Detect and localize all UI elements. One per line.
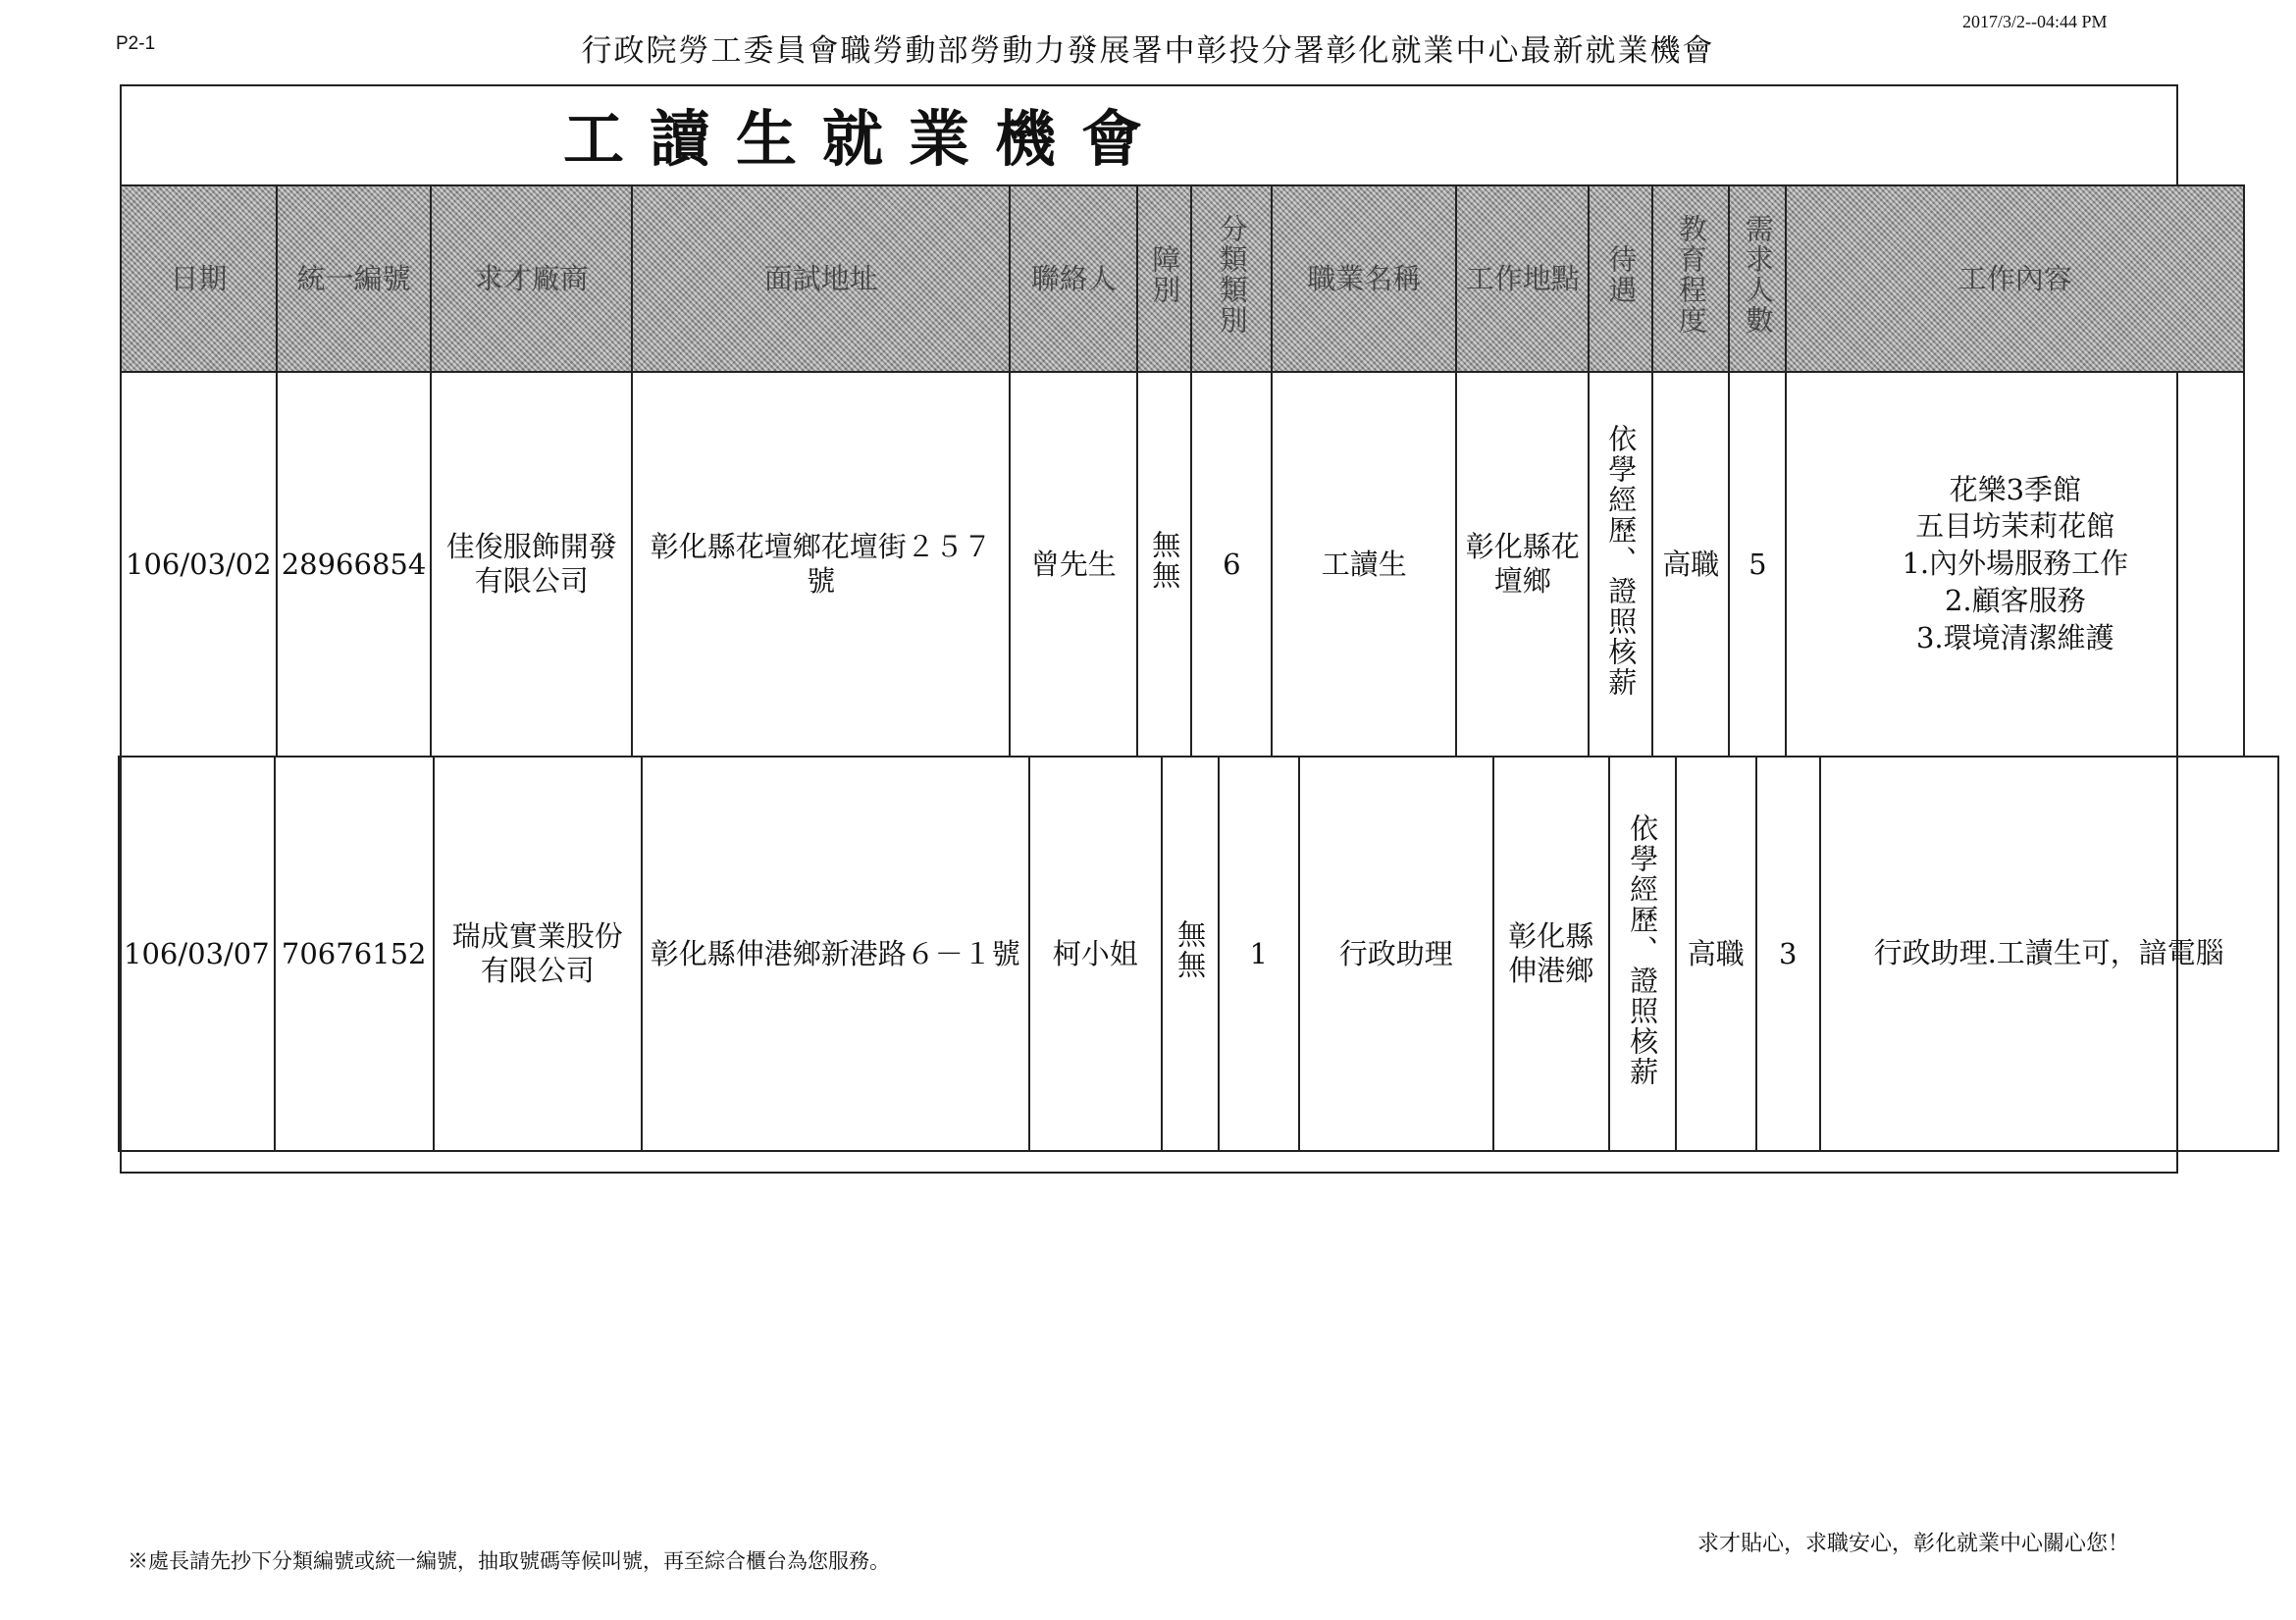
cell-count: 5 xyxy=(1729,372,1786,757)
cell-tax-id: 28966854 xyxy=(277,372,432,757)
cell-count: 3 xyxy=(1756,757,1820,1151)
cell-location: 彰化縣花壇鄉 xyxy=(1456,372,1589,757)
header-address: 面試地址 xyxy=(632,185,1010,372)
cell-address: 彰化縣伸港鄉新港路６－１號 xyxy=(642,757,1029,1151)
header-category xyxy=(1191,185,1272,372)
header-education-text: 教育程度 xyxy=(1674,214,1708,337)
description-line: 花樂3季館 xyxy=(1949,472,2082,506)
timestamp: 2017/3/2--04:44 PM xyxy=(1962,12,2108,31)
cell-contact: 曾先生 xyxy=(1010,372,1137,757)
page-id: P2-1 xyxy=(116,33,156,54)
header-education xyxy=(1652,185,1729,372)
cell-employer: 佳俊服飾開發有限公司 xyxy=(431,372,632,757)
cell-pay xyxy=(1609,757,1676,1151)
cell-job: 工讀生 xyxy=(1272,372,1456,757)
cell-category: 6 xyxy=(1191,372,1272,757)
header-description: 工作內容 xyxy=(1786,185,2244,372)
jobs-table-part-1 xyxy=(120,184,2245,758)
cell-contact: 柯小姐 xyxy=(1029,757,1162,1151)
cell-job: 行政助理 xyxy=(1299,757,1493,1151)
cell-employer: 瑞成實業股份有限公司 xyxy=(434,757,642,1151)
header-count xyxy=(1729,185,1786,372)
header-count-text: 需求人數 xyxy=(1741,214,1775,337)
cell-disability-text: 無無 xyxy=(1148,530,1182,592)
header-job: 職業名稱 xyxy=(1272,185,1456,372)
header-date: 日期 xyxy=(121,185,277,372)
header-row xyxy=(121,185,2244,372)
header-employer: 求才廠商 xyxy=(431,185,632,372)
header-category-text: 分類類別 xyxy=(1215,214,1249,337)
cell-disability-text: 無無 xyxy=(1174,919,1208,981)
header-disability-text: 障別 xyxy=(1148,244,1182,306)
slogan: 求才貼心，求職安心，彰化就業中心關心您！ xyxy=(1697,1532,2130,1556)
cell-address: 彰化縣花壇鄉花壇街２５７號 xyxy=(632,372,1010,757)
cell-date: 106/03/02 xyxy=(121,372,277,757)
table-title: 工讀生就業機會 xyxy=(562,103,1168,175)
cell-description xyxy=(1786,372,2244,757)
description-line: 五目坊茉莉花館 xyxy=(1915,509,2115,544)
description-line: 2.顧客服務 xyxy=(1944,583,2086,617)
cell-education: 高職 xyxy=(1676,757,1756,1151)
cell-pay xyxy=(1589,372,1652,757)
cell-pay-text: 依學經歷、證照核薪 xyxy=(1604,423,1639,698)
description-line: 3.環境清潔維護 xyxy=(1915,620,2114,654)
cell-location: 彰化縣伸港鄉 xyxy=(1493,757,1609,1151)
page-header: 行政院勞工委員會職勞動部勞動力發展署中彰投分署彰化就業中心最新就業機會 xyxy=(581,33,1715,69)
header-contact: 聯絡人 xyxy=(1010,185,1137,372)
cell-disability xyxy=(1137,372,1191,757)
cell-description xyxy=(1820,757,2278,1151)
table-row xyxy=(121,372,2244,757)
header-pay xyxy=(1589,185,1652,372)
description-lines xyxy=(1874,935,2224,972)
description-line: 行政助理.工讀生可，諳電腦 xyxy=(1873,936,2224,970)
cell-tax-id: 70676152 xyxy=(275,757,434,1151)
header-location: 工作地點 xyxy=(1456,185,1589,372)
header-disability xyxy=(1137,185,1191,372)
header-tax-id: 統一編號 xyxy=(277,185,432,372)
cell-category: 1 xyxy=(1219,757,1299,1151)
jobs-table-part-2 xyxy=(118,756,2279,1152)
footnote: ※處長請先抄下分類編號或統一編號，抽取號碼等候叫號，再至綜合櫃台為您服務。 xyxy=(128,1549,890,1573)
cell-education: 高職 xyxy=(1652,372,1729,757)
header-pay-text: 待遇 xyxy=(1604,244,1639,306)
cell-date: 106/03/07 xyxy=(119,757,275,1151)
table-row xyxy=(119,757,2278,1151)
cell-disability xyxy=(1162,757,1219,1151)
description-line: 1.內外場服務工作 xyxy=(1902,547,2129,581)
cell-pay-text: 依學經歷、證照核薪 xyxy=(1626,812,1660,1087)
description-lines xyxy=(1902,472,2128,656)
